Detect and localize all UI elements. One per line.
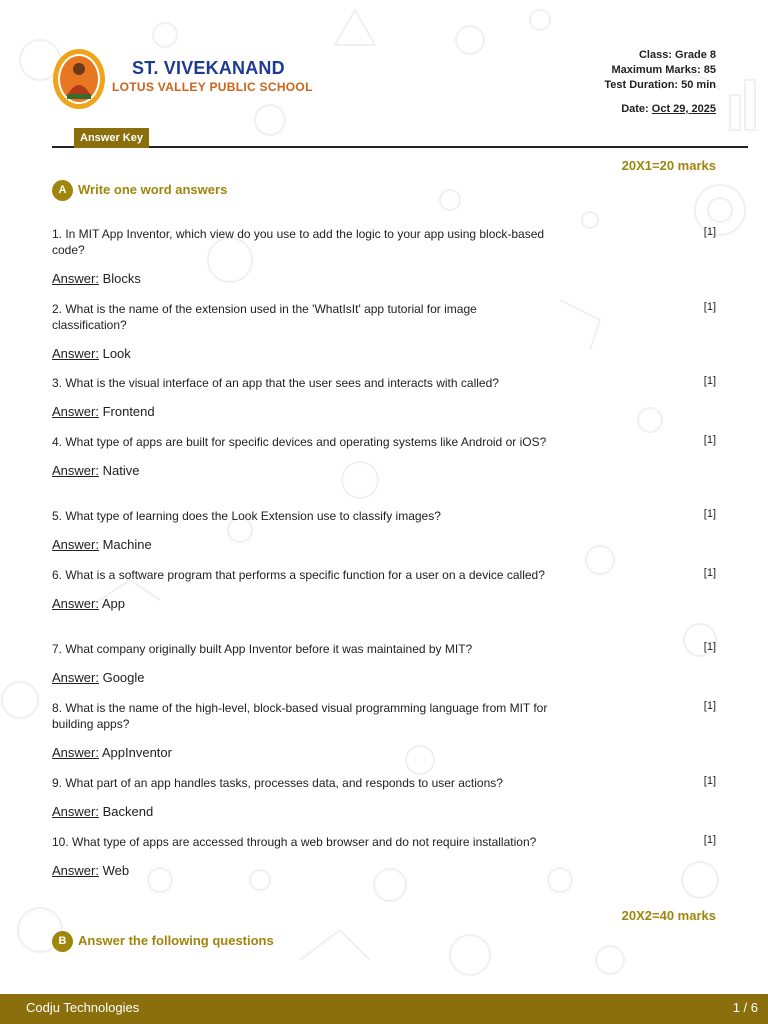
answer-value: Frontend	[102, 404, 155, 419]
question-marks: [1]	[703, 375, 716, 387]
answer-line	[52, 463, 716, 478]
question-text: 2. What is the name of the extension used in the 'WhatIsIt' app tutorial for image classification?	[52, 302, 477, 332]
question-item	[52, 641, 716, 685]
answer-line	[52, 596, 716, 611]
question-marks: [1]	[703, 834, 716, 846]
question-item	[52, 567, 716, 611]
question-text: 4. What type of apps are built for specific devices and operating systems like Android or iOS?	[52, 435, 547, 449]
question-text: 10. What type of apps are accessed through a web browser and do not require installation?	[52, 835, 537, 849]
question-text: 1. In MIT App Inventor, which view do you use to add the logic to your app using block-based code?	[52, 227, 545, 257]
question-marks: [1]	[703, 775, 716, 787]
question-item	[52, 775, 716, 819]
answer-value: Blocks	[102, 271, 141, 286]
answer-value: Backend	[102, 804, 154, 819]
section-b-title: Answer the following questions	[78, 933, 274, 948]
question-item	[52, 834, 716, 878]
answer-value: Google	[102, 670, 145, 685]
footer-brand: Codju Technologies	[26, 1000, 140, 1015]
answer-label: Answer:	[52, 346, 99, 361]
section-a-marks-scheme: 20X1=20 marks	[621, 158, 716, 173]
answer-key-tab: Answer Key	[74, 128, 149, 152]
question-text: 9. What part of an app handles tasks, processes data, and responds to user actions?	[52, 776, 503, 790]
answer-value: Machine	[102, 537, 152, 552]
answer-label: Answer:	[52, 745, 99, 760]
question-item	[52, 226, 716, 286]
answer-value: AppInventor	[101, 745, 172, 760]
question-item	[52, 700, 716, 760]
school-name: ST. VIVEKANAND	[132, 58, 285, 78]
answer-label: Answer:	[52, 271, 99, 286]
question-item	[52, 375, 716, 419]
answer-value: Native	[102, 463, 140, 478]
question-item	[52, 434, 716, 478]
exam-info	[604, 48, 716, 117]
page-footer	[0, 994, 768, 1024]
question-item	[52, 508, 716, 552]
question-text: 6. What is a software program that performs a specific function for a user on a device called?	[52, 568, 545, 582]
duration-line: Test Duration: 50 min	[604, 79, 716, 91]
answer-value: Web	[102, 863, 130, 878]
question-item	[52, 301, 716, 361]
question-marks: [1]	[703, 641, 716, 653]
question-marks: [1]	[703, 226, 716, 238]
answer-line	[52, 804, 716, 819]
date-line	[604, 102, 716, 117]
answer-label: Answer:	[52, 404, 99, 419]
page-header	[52, 48, 716, 128]
answer-label: Answer:	[52, 804, 99, 819]
answer-label: Answer:	[52, 596, 99, 611]
header-rule	[52, 146, 748, 148]
question-text: 3. What is the visual interface of an app that the user sees and interacts with called?	[52, 376, 499, 390]
question-text: 7. What company originally built App Inventor before it was maintained by MIT?	[52, 642, 473, 656]
question-marks: [1]	[703, 567, 716, 579]
answer-line	[52, 271, 716, 286]
question-marks: [1]	[703, 508, 716, 520]
class-line: Class: Grade 8	[638, 49, 716, 61]
section-b-badge: B	[52, 931, 73, 952]
page-number: 1 / 6	[732, 1000, 758, 1015]
school-subtitle: LOTUS VALLEY PUBLIC SCHOOL	[112, 80, 313, 94]
answer-value: Look	[102, 346, 131, 361]
question-text: 8. What is the name of the high-level, block-based visual programming language from MIT for building apps?	[52, 701, 548, 731]
answer-line	[52, 537, 716, 552]
answer-label: Answer:	[52, 863, 99, 878]
answer-label: Answer:	[52, 670, 99, 685]
answer-label: Answer:	[52, 463, 99, 478]
date-label: Date:	[621, 103, 649, 115]
answer-value: App	[101, 596, 126, 611]
answer-line	[52, 346, 716, 361]
section-a-title: Write one word answers	[78, 182, 228, 197]
question-marks: [1]	[703, 700, 716, 712]
answer-line	[52, 745, 716, 760]
question-text: 5. What type of learning does the Look Extension use to classify images?	[52, 509, 441, 523]
section-a-badge: A	[52, 180, 73, 201]
question-marks: [1]	[703, 301, 716, 313]
section-b-marks-scheme: 20X2=40 marks	[621, 908, 716, 923]
max-marks-line: Maximum Marks: 85	[611, 64, 716, 76]
answer-label: Answer:	[52, 537, 99, 552]
question-marks: [1]	[703, 434, 716, 446]
date-value: Oct 29, 2025	[651, 103, 716, 115]
answer-line	[52, 404, 716, 419]
answer-line	[52, 863, 716, 878]
answer-line	[52, 670, 716, 685]
school-logo	[52, 48, 106, 110]
